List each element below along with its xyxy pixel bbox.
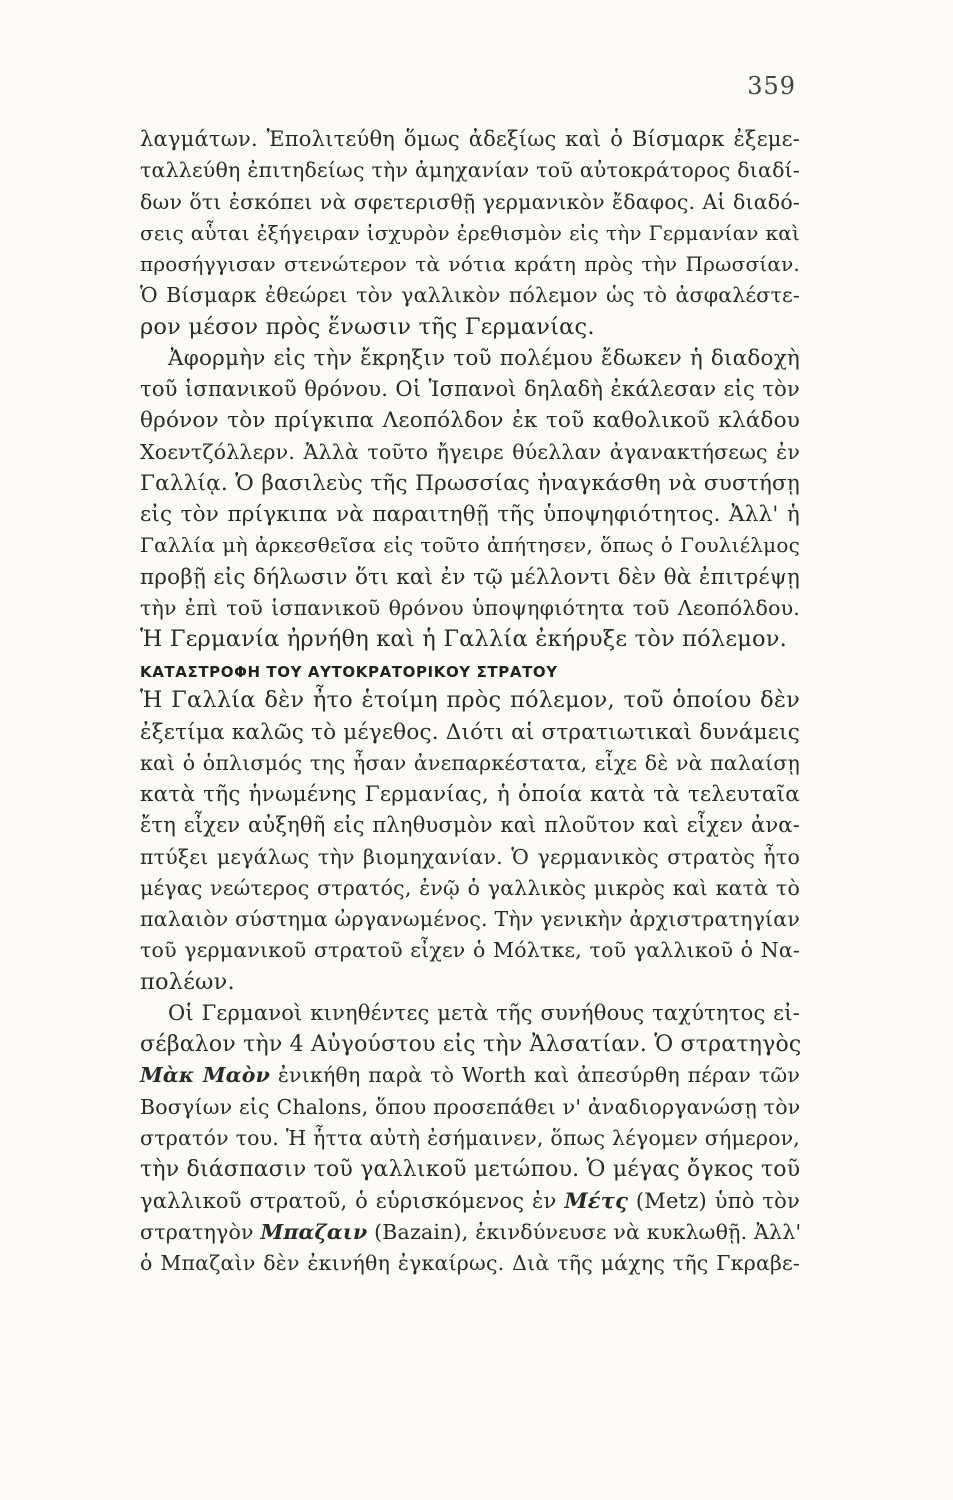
- text-line: σέβαλον τὴν 4 Αὐγούστου εἰς τὴν Ἀλσατίαν. Ὁ στρατηγὸς: [140, 1032, 802, 1057]
- paragraph-invasion: [140, 998, 800, 1279]
- text-line: Χοεντζόλλερν. Ἀλλὰ τοῦτο ἤγειρε θύελλαν ἀγανακτήσεως ἐν: [140, 439, 800, 464]
- text-line: τὴν ἐπὶ τοῦ ἱσπανικοῦ θρόνου ὑποψηφιότητα τοῦ Λεοπόλδου.: [140, 595, 800, 620]
- name-bazaine: Μπαζαιν: [260, 1219, 368, 1244]
- paragraph-unprepared-france: [140, 685, 800, 998]
- text-span: (Metz) ὑπὸ τὸν: [628, 1189, 800, 1214]
- text-line: προβῇ εἰς δήλωσιν ὅτι καὶ ἐν τῷ μέλλοντι δὲν θὰ ἐπιτρέψῃ: [140, 564, 800, 590]
- text-line: λαγμάτων. Ἐπολιτεύθη ὅμως ἀδεξίως καὶ ὁ Βίσμαρκ ἐξεμε-: [140, 127, 800, 151]
- text-line: Ἡ Γαλλία δὲν ἦτο ἑτοίμη πρὸς πόλεμον, τοῦ ὁποίου δὲν: [140, 687, 800, 714]
- text-line: παλαιὸν σύστημα ὠργανωμένος. Τὴν γενικὴν ἀρχιστρατηγίαν: [140, 907, 800, 931]
- paragraph-succession: [140, 343, 800, 656]
- paragraph-continuation: [140, 124, 800, 343]
- text-line: Ἀφορμὴν εἰς τὴν ἔκρηξιν τοῦ πολέμου ἔδωκεν ἡ διαδοχὴ: [168, 345, 800, 371]
- text-span: ἐνικήθη παρὰ τὸ Worth καὶ ἀπεσύρθη πέραν τῶν: [270, 1063, 800, 1088]
- text-line: πτύξει μεγάλως τὴν βιομηχανίαν. Ὁ γερμανικὸς στρατὸς ἦτο: [140, 844, 800, 869]
- text-line: Βοσγίων εἰς Chalons, ὅπου προσεπάθει ν' ἀναδιοργανώσῃ τὸν: [140, 1094, 801, 1119]
- body-text: [140, 124, 800, 1279]
- text-line: πολέων.: [140, 968, 235, 995]
- name-metz: Μέτς: [564, 1188, 629, 1214]
- text-line: Οἱ Γερμανοὶ κινηθέντες μετὰ τῆς συνήθους ταχύτητος εἰ-: [168, 1000, 800, 1025]
- text-span: (Bazain), ἐκινδύνευσε νὰ κυκλωθῇ. Ἀλλ': [367, 1219, 802, 1244]
- text-line: μέγας νεώτερος στρατός, ἐνῷ ὁ γαλλικὸς μικρὸς καὶ κατὰ τὸ: [140, 875, 800, 900]
- name-mac-mahon: Μὰκ Μαὸν: [140, 1063, 271, 1088]
- text-line: ρον μέσον πρὸς ἕνωσιν τῆς Γερμανίας.: [140, 313, 595, 340]
- text-line: προσήγγισαν στενώτερον τὰ νότια κράτη πρὸς τὴν Πρωσσίαν.: [140, 252, 800, 276]
- section-heading: ΚΑΤΑΣΤΡΟΦΗ ΤΟΥ ΑΥΤΟΚΡΑΤΟΡΙΚΟΥ ΣΤΡΑΤΟΥ: [140, 663, 558, 682]
- text-line: τοῦ ἱσπανικοῦ θρόνου. Οἱ Ἱσπανοὶ δηλαδὴ ἐκάλεσαν εἰς τὸν: [140, 377, 800, 401]
- text-line: Ὁ Βίσμαρκ ἐθεώρει τὸν γαλλικὸν πόλεμον ὡς τὸ ἀσφαλέστε-: [140, 283, 800, 308]
- text-line: ταλλεύθη ἐπιτηδείως τὴν ἀμηχανίαν τοῦ αὐτοκράτορος διαδί-: [140, 158, 800, 183]
- text-line: εἰς τὸν πρίγκιπα νὰ παραιτηθῇ τῆς ὑποψηφιότητος. Ἀλλ' ἡ: [140, 502, 800, 527]
- text-line: [140, 1185, 800, 1216]
- text-line: τὴν διάσπασιν τοῦ γαλλικοῦ μετώπου. Ὁ μέγας ὄγκος τοῦ: [140, 1157, 801, 1182]
- page-number: 359: [747, 72, 796, 100]
- text-line: τοῦ γερμανικοῦ στρατοῦ εἶχεν ὁ Μόλτκε, τοῦ γαλλικοῦ ὁ Να-: [140, 938, 800, 963]
- text-line: θρόνον τὸν πρίγκιπα Λεοπόλδον ἐκ τοῦ καθολικοῦ κλάδου: [140, 408, 800, 434]
- text-line: Γαλλία μὴ ἀρκεσθεῖσα εἰς τοῦτο ἀπήτησεν, ὅπως ὁ Γουλιέλμος: [140, 533, 800, 558]
- text-line: κατὰ τῆς ἡνωμένης Γερμανίας, ἡ ὁποία κατὰ τὰ τελευταῖα: [140, 782, 800, 807]
- text-line: ἐξετίμα καλῶς τὸ μέγεθος. Διότι αἱ στρατιωτικαὶ δυνάμεις: [140, 719, 800, 745]
- text-line: σεις αὗται ἐξήγειραν ἰσχυρὸν ἐρεθισμὸν εἰς τὴν Γερμανίαν καὶ: [140, 220, 800, 245]
- text-line: ἔτη εἶχεν αὐξηθῆ εἰς πληθυσμὸν καὶ πλοῦτον καὶ εἶχεν ἀνα-: [140, 813, 800, 838]
- text-span: γαλλικοῦ στρατοῦ, ὁ εὑρισκόμενος ἐν: [140, 1189, 565, 1214]
- text-line: Γαλλίᾳ. Ὁ βασιλεὺς τῆς Πρωσσίας ἠναγκάσθη νὰ συστήσῃ: [140, 470, 800, 496]
- text-line: [140, 1217, 800, 1248]
- text-line: [140, 1060, 800, 1091]
- text-line: καὶ ὁ ὁπλισμός της ἦσαν ἀνεπαρκέστατα, εἶχε δὲ νὰ παλαίσῃ: [140, 750, 800, 775]
- text-line: στρατόν του. Ἡ ἧττα αὐτὴ ἐσήμαινεν, ὅπως λέγομεν σήμερον,: [140, 1125, 800, 1150]
- text-line: ὁ Μπαζαὶν δὲν ἐκινήθη ἐγκαίρως. Διὰ τῆς μάχης τῆς Γκραβε-: [140, 1250, 800, 1275]
- text-line: δων ὅτι ἐσκόπει νὰ σφετερισθῇ γερμανικὸν ἔδαφος. Αἱ διαδό-: [140, 189, 800, 214]
- text-line: Ἡ Γερμανία ἠρνήθη καὶ ἡ Γαλλία ἐκήρυξε τὸν πόλεμον.: [140, 626, 788, 652]
- text-span: στρατηγὸν: [140, 1219, 261, 1244]
